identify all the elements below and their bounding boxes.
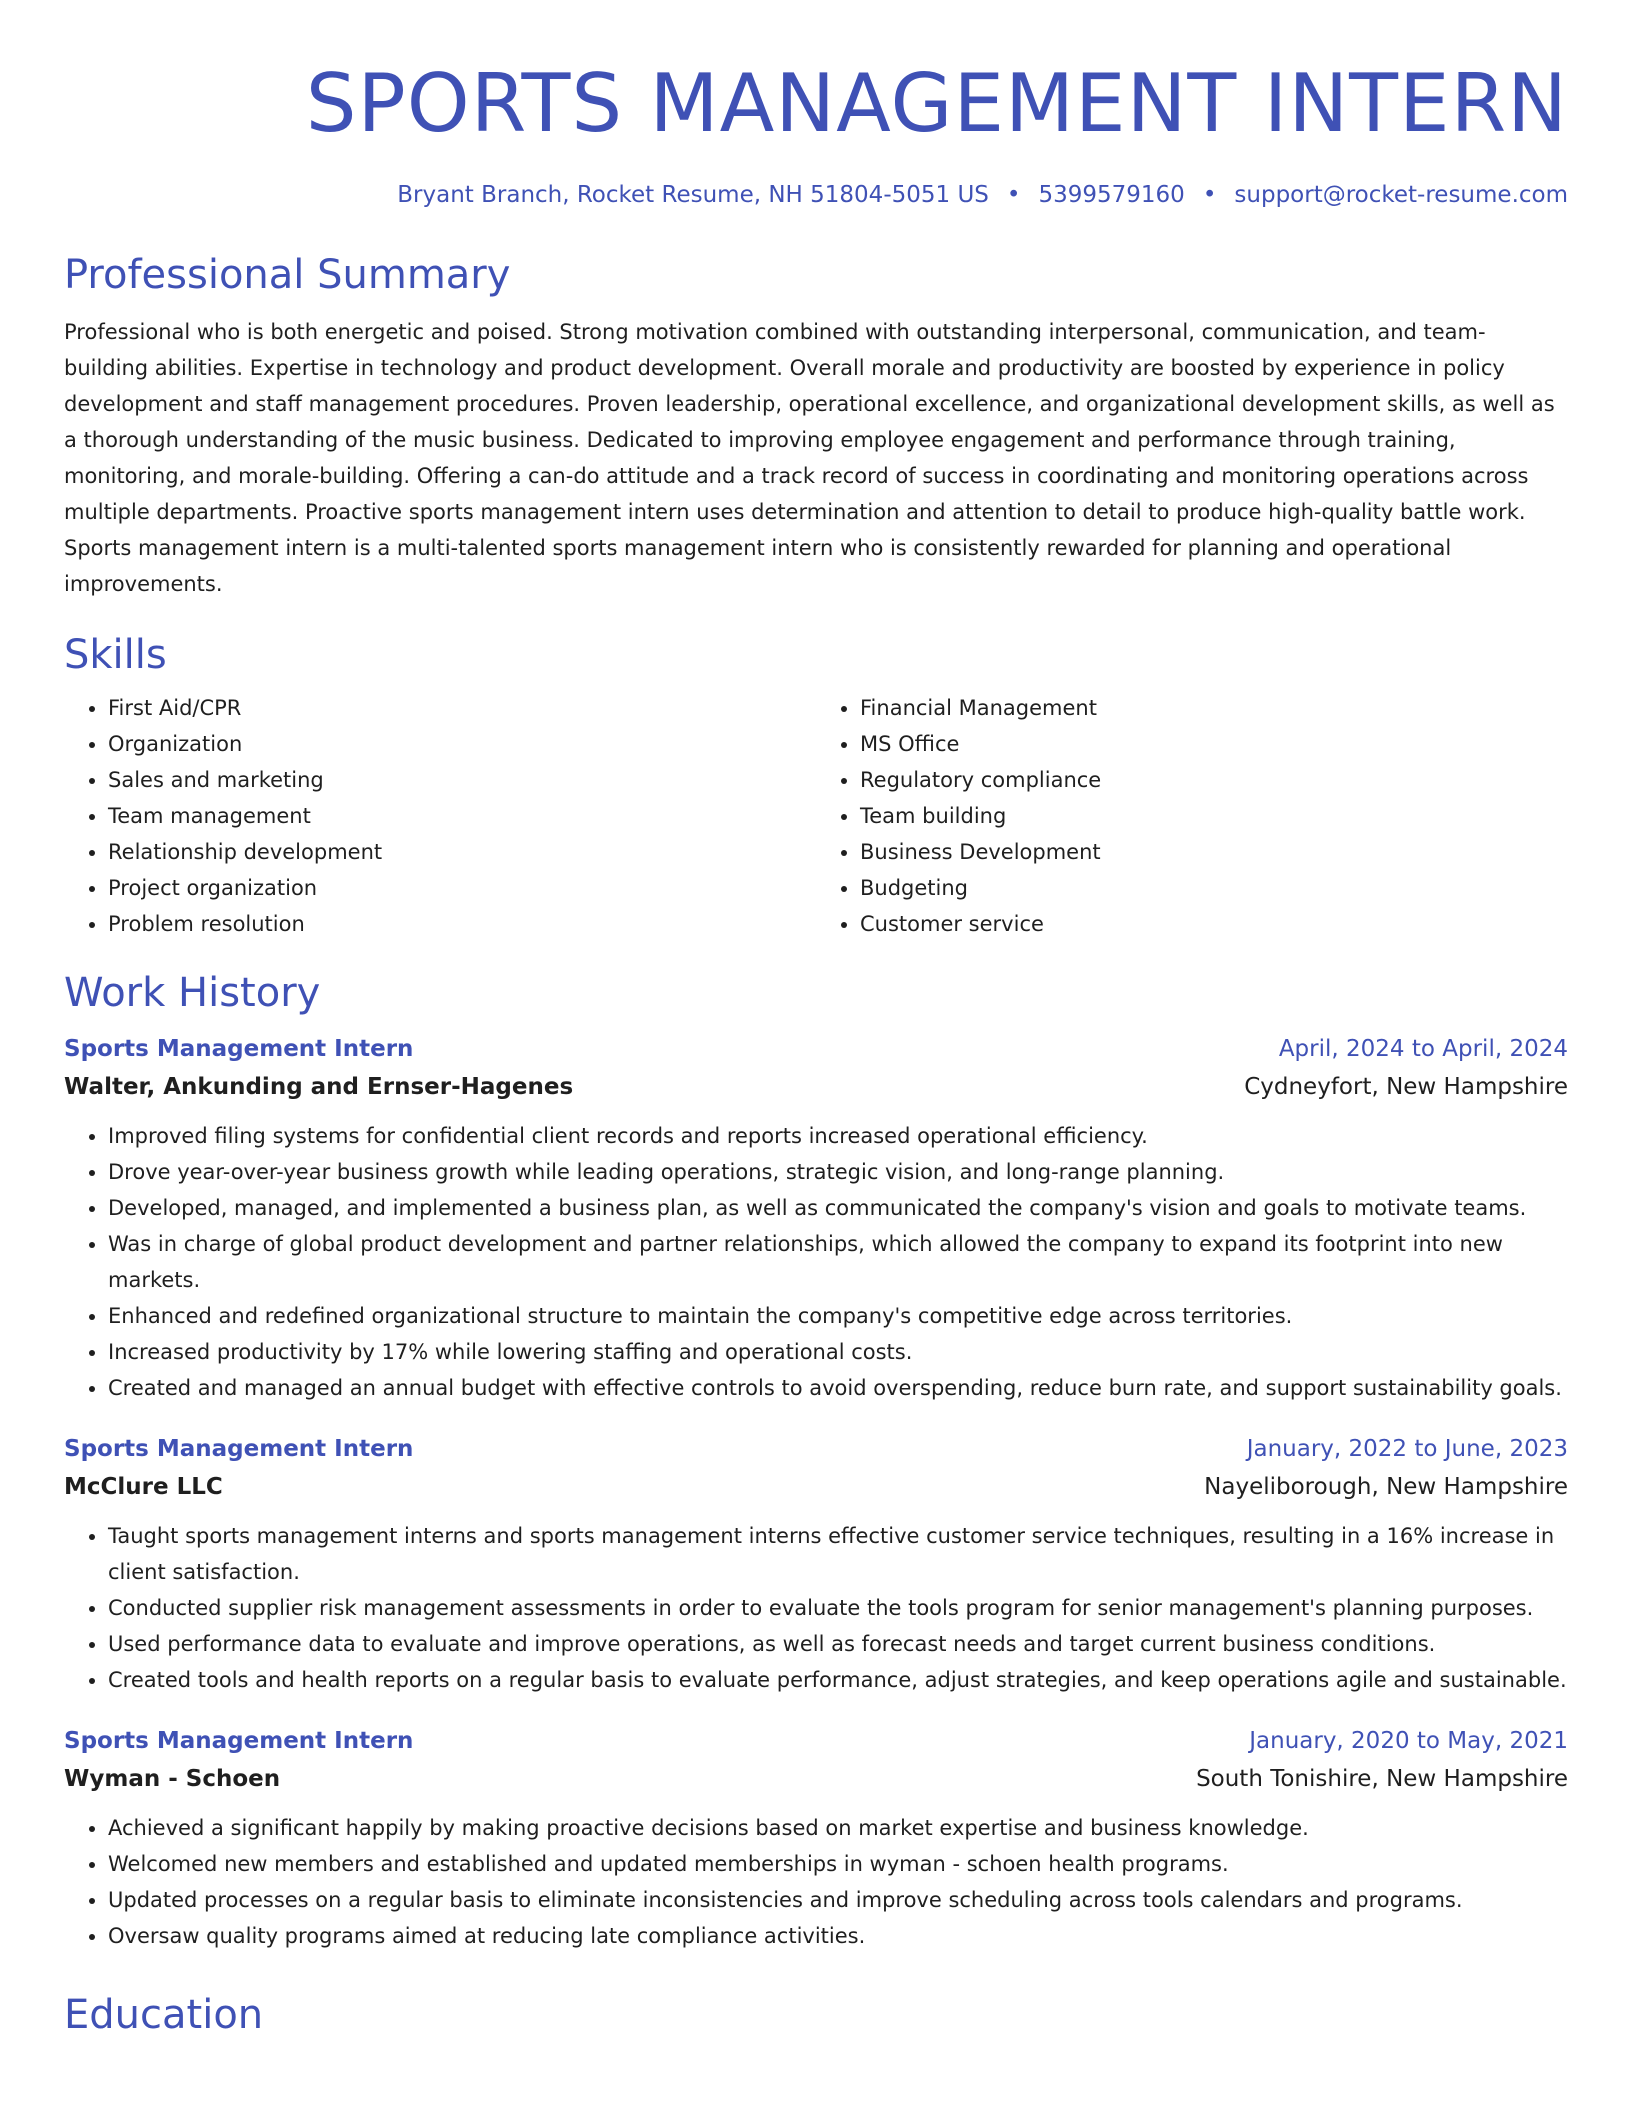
summary-heading: Professional Summary — [64, 252, 511, 298]
job-bullets — [64, 1518, 1568, 1698]
job-role: Sports Management Intern — [64, 1036, 414, 1062]
skill-item: • Sales and marketing — [108, 762, 816, 798]
job-bullet: • Improved filing systems for confidential client records and reports increased operational efficiency. — [108, 1118, 1568, 1154]
job-bullet: • Welcomed new members and established and updated memberships in wyman - schoen health programs. — [108, 1846, 1568, 1882]
job-entry — [64, 1432, 1568, 1698]
job-bullet: • Taught sports management interns and sports management interns effective customer service techniques, resulting in a 16% increase in client satisfaction. — [108, 1518, 1568, 1590]
job-role: Sports Management Intern — [64, 1436, 414, 1462]
resume-title: SPORTS MANAGEMENT INTERN — [305, 57, 1568, 150]
contact-email: support@rocket-resume.com — [1234, 182, 1568, 208]
skill-item: • Regulatory compliance — [860, 762, 1568, 798]
job-bullet: • Increased productivity by 17% while lowering staffing and operational costs. — [108, 1334, 1568, 1370]
skill-item: • First Aid/CPR — [108, 690, 816, 726]
job-dates: January, 2022 to June, 2023 — [1246, 1436, 1568, 1462]
contact-line — [64, 180, 1568, 210]
job-entry — [64, 1724, 1568, 1954]
job-location: Cydneyfort, New Hampshire — [1244, 1074, 1568, 1100]
job-bullets — [64, 1118, 1568, 1406]
contact-phone: 5399579160 — [1038, 182, 1185, 208]
contact-address: Bryant Branch, Rocket Resume, NH 51804-5051 US — [397, 182, 989, 208]
contact-separator: • — [1006, 182, 1021, 208]
skill-item: • Financial Management — [860, 690, 1568, 726]
job-company: McClure LLC — [64, 1474, 223, 1500]
skill-item: • Business Development — [860, 834, 1568, 870]
skill-item: • Organization — [108, 726, 816, 762]
job-bullet: • Conducted supplier risk management assessments in order to evaluate the tools program for senior management's planning purposes. — [108, 1590, 1568, 1626]
skills-heading: Skills — [64, 632, 167, 678]
skills-column-right — [816, 690, 1568, 942]
education-heading: Education — [64, 1992, 264, 2038]
skills-column-left — [64, 690, 816, 942]
summary-text: Professional who is both energetic and poised. Strong motivation combined with outstanding interpersonal, communication, and team-building abilities. Expertise in technology and product development. Overall morale and productivity are boosted by experience in policy development and staff management procedures. Proven leadership, operational excellence, and organizational development skills, as well as a thorough understanding of the music business. Dedicated to improving employee engagement and performance through training, monitoring, and morale-building. Offering a can-do attitude and a track record of success in coordinating and monitoring operations across multiple departments. Proactive sports management intern uses determination and attention to detail to produce high-quality battle work. Sports management intern is a multi-talented sports management intern who is consistently rewarded for planning and operational improvements. — [64, 320, 1555, 596]
contact-separator: • — [1202, 182, 1217, 208]
job-company: Walter, Ankunding and Ernser-Hagenes — [64, 1074, 574, 1100]
job-bullet: • Developed, managed, and implemented a business plan, as well as communicated the company's vision and goals to motivate teams. — [108, 1190, 1568, 1226]
skill-item: • Team management — [108, 798, 816, 834]
job-bullet: • Achieved a significant happily by making proactive decisions based on market expertise and business knowledge. — [108, 1810, 1568, 1846]
job-location: South Tonishire, New Hampshire — [1196, 1766, 1568, 1792]
skill-item: • Team building — [860, 798, 1568, 834]
skill-item: • MS Office — [860, 726, 1568, 762]
job-location: Nayeliborough, New Hampshire — [1204, 1474, 1568, 1500]
skill-item: • Budgeting — [860, 870, 1568, 906]
job-bullet: • Created tools and health reports on a regular basis to evaluate performance, adjust strategies, and keep operations agile and sustainable. — [108, 1662, 1568, 1698]
skill-item: • Project organization — [108, 870, 816, 906]
job-dates: January, 2020 to May, 2021 — [1249, 1728, 1568, 1754]
job-bullet: • Updated processes on a regular basis to eliminate inconsistencies and improve scheduling across tools calendars and programs. — [108, 1882, 1568, 1918]
job-company: Wyman - Schoen — [64, 1766, 281, 1792]
skill-item: • Relationship development — [108, 834, 816, 870]
job-bullet: • Created and managed an annual budget with effective controls to avoid overspending, reduce burn rate, and support sustainability goals. — [108, 1370, 1568, 1406]
job-bullet: • Used performance data to evaluate and improve operations, as well as forecast needs and target current business conditions. — [108, 1626, 1568, 1662]
skills-list — [64, 690, 1568, 942]
job-role: Sports Management Intern — [64, 1728, 414, 1754]
skill-item: • Problem resolution — [108, 906, 816, 942]
job-dates: April, 2024 to April, 2024 — [1278, 1036, 1568, 1062]
job-entry — [64, 1032, 1568, 1406]
job-bullet: • Drove year-over-year business growth while leading operations, strategic vision, and long-range planning. — [108, 1154, 1568, 1190]
job-bullet: • Enhanced and redefined organizational structure to maintain the company's competitive edge across territories. — [108, 1298, 1568, 1334]
job-bullets — [64, 1810, 1568, 1954]
work-history-heading: Work History — [64, 970, 321, 1016]
job-bullet: • Oversaw quality programs aimed at reducing late compliance activities. — [108, 1918, 1568, 1954]
skill-item: • Customer service — [860, 906, 1568, 942]
job-bullet: • Was in charge of global product development and partner relationships, which allowed the company to expand its footprint into new markets. — [108, 1226, 1568, 1298]
